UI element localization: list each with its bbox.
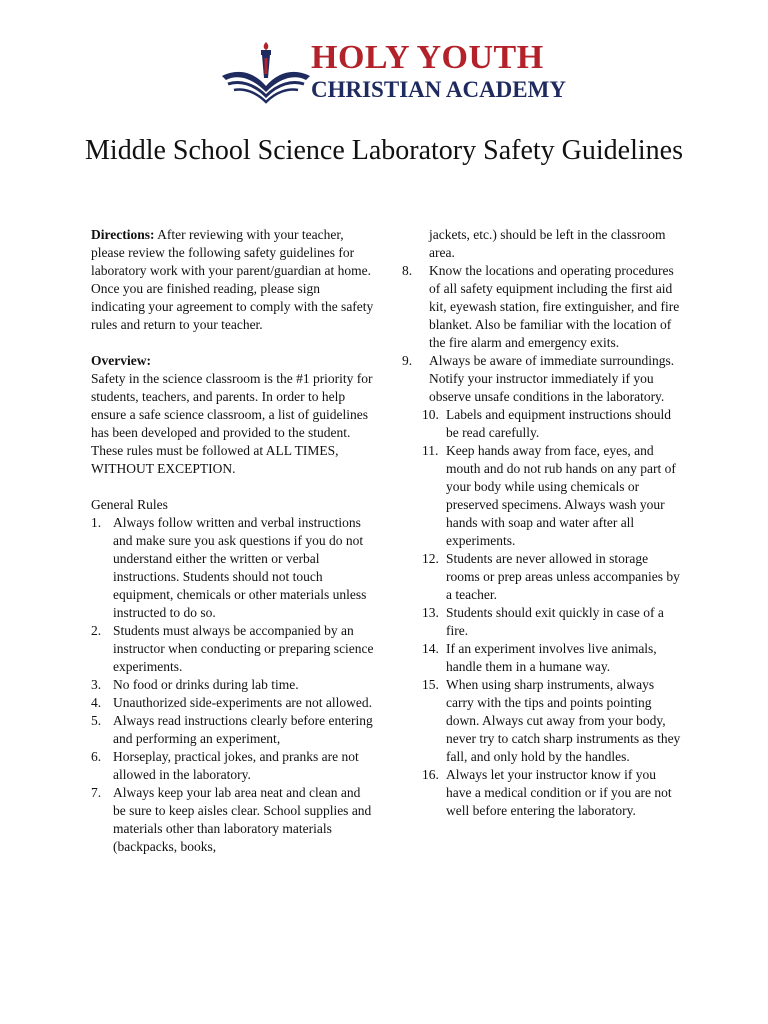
rule-item: 4. Unauthorized side-experiments are not allowed.: [91, 695, 373, 710]
rule-item: 10. Labels and equipment instructions should be read carefully.: [422, 407, 671, 440]
directions-label: Directions:: [91, 227, 155, 242]
rule-item: 8. Know the locations and operating procedures of all safety equipment including the first aid kit, eyewash station, fire extinguisher, and fire blanket. Also be familiar with the location of the fire alarm and emergency exits.: [402, 263, 680, 350]
rule-item: 7. Always keep your lab area neat and clean and be sure to keep aisles clear. School supplies and materials other than laboratory materials (backpacks, books,: [91, 785, 372, 854]
rule-item: 2. Students must always be accompanied by an instructor when conducting or preparing science experiments.: [91, 623, 374, 674]
school-logo: [218, 38, 566, 104]
overview-heading: Overview:: [91, 353, 151, 368]
rule-item: 3. No food or drinks during lab time.: [91, 677, 299, 692]
left-column: [91, 226, 375, 856]
rule-item: 13. Students should exit quickly in case of a fire.: [422, 605, 664, 638]
rule-item: 5. Always read instructions clearly before entering and performing an experiment,: [91, 713, 373, 746]
page-title: Middle School Science Laboratory Safety Guidelines: [85, 135, 683, 166]
rule-item: 6. Horseplay, practical jokes, and pranks are not allowed in the laboratory.: [91, 749, 359, 782]
rule-item: 11. Keep hands away from face, eyes, and mouth and do not rub hands on any part of your body while using chemicals or preserved specimens. Always wash your hands with soap and water after all experiments.: [422, 443, 676, 548]
overview-text: Safety in the science classroom is the #1 priority for students, teachers, and parents. In order to help ensure a safe science classroom, a list of guidelines has been developed and provided to the student. These rules must be followed at ALL TIMES, WITHOUT EXCEPTION.: [91, 371, 373, 476]
overview-section: [91, 352, 375, 478]
rule-item: 9. Always be aware of immediate surroundings. Notify your instructor immediately if you observe unsafe conditions in the laboratory.: [402, 353, 675, 404]
rules-list-left: [91, 514, 375, 856]
general-rules-heading: General Rules: [91, 497, 168, 512]
directions-text: After reviewing with your teacher, please review the following safety guidelines for laboratory work with your parent/guardian at home. Once you are finished reading, please sign indicating your agreement to comply with the safety rules and return to your teacher.: [91, 227, 374, 332]
open-book-torch-emblem-icon: [218, 38, 318, 104]
directions-paragraph: [91, 226, 375, 334]
rule-item: 16. Always let your instructor know if you have a medical condition or if you are not well before entering the laboratory.: [422, 767, 672, 818]
rules-list-right: [402, 262, 684, 820]
right-column: [402, 226, 684, 820]
rule-7-continued: jackets, etc.) should be left in the classroom area.: [429, 227, 666, 260]
rule-item: 15. When using sharp instruments, always carry with the tips and points pointing down. Always cut away from your body, never try to catch sharp instruments as they fall, and only hold by the handles.: [422, 677, 681, 764]
logo-text-christian-academy: CHRISTIAN ACADEMY: [311, 77, 566, 102]
rule-item: 1. Always follow written and verbal instructions and make sure you ask questions if you do not understand either the written or verbal instructions. Students should not touch equipment, chemicals or other materials unless instructed to do so.: [91, 515, 367, 620]
logo-text-holy-youth: HOLY YOUTH: [311, 39, 544, 76]
rule-item: 12. Students are never allowed in storage rooms or prep areas unless accompanies by a teacher.: [422, 551, 680, 602]
rule-item: 14. If an experiment involves live animals, handle them in a humane way.: [422, 641, 657, 674]
